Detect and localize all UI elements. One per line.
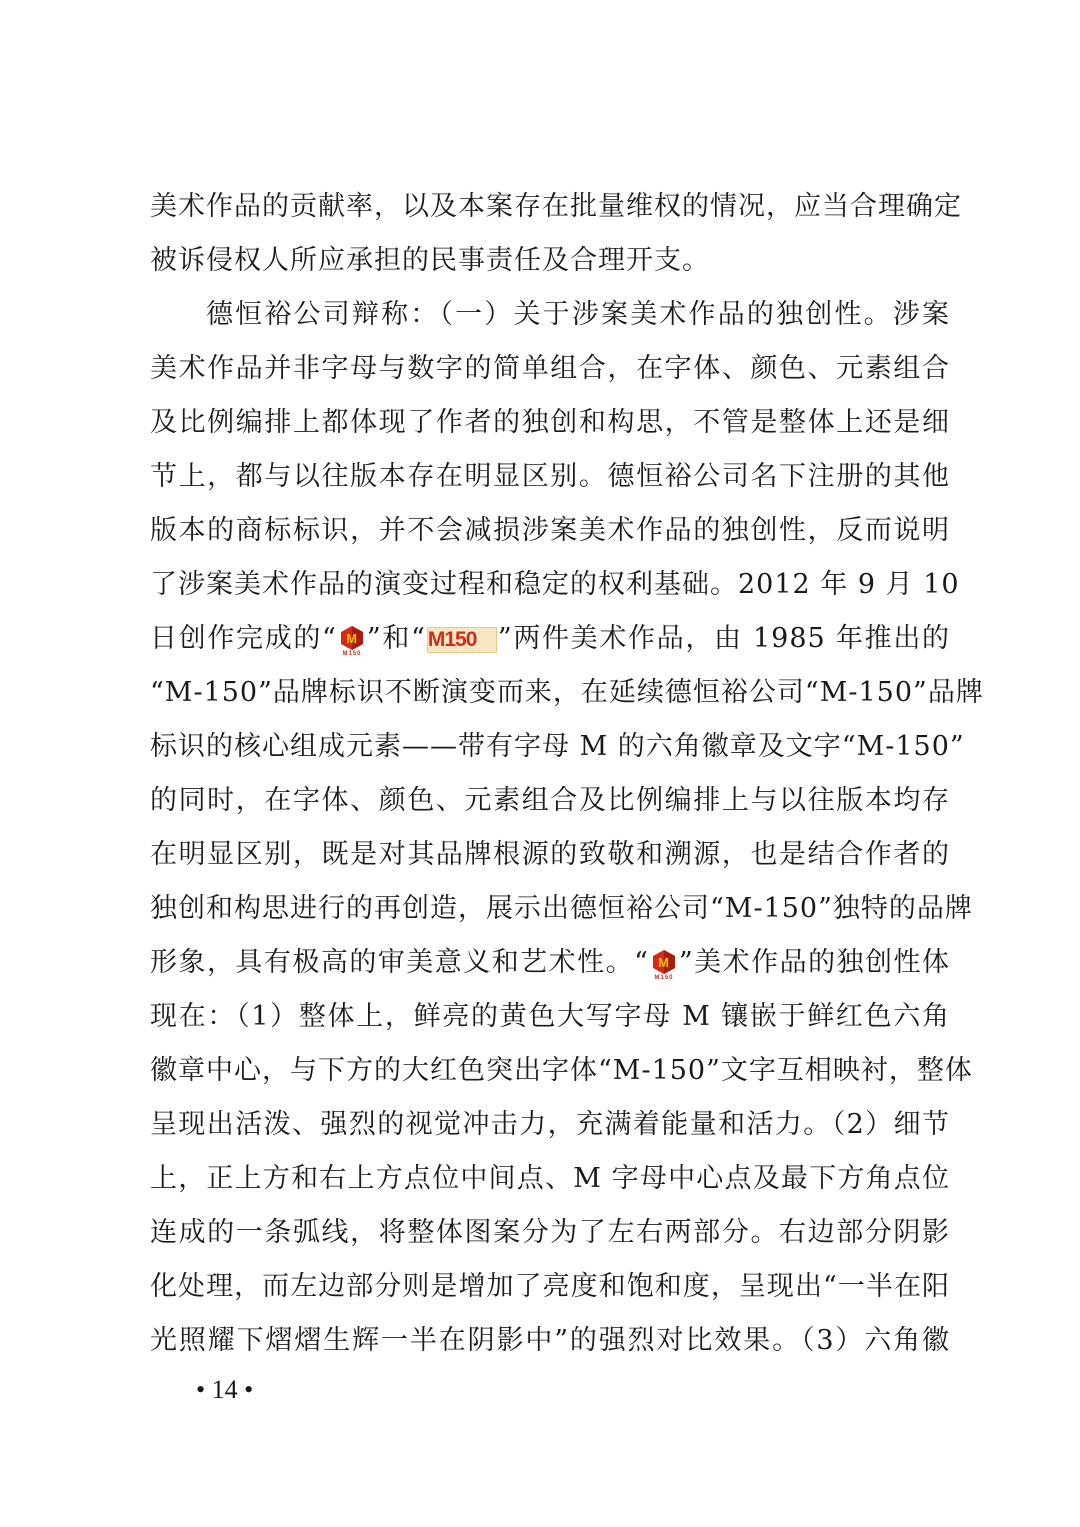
line9-text-c: ”两件美术作品，由 1985 年推出的 xyxy=(497,623,951,654)
page-number: • 14 • xyxy=(196,1375,254,1404)
badge-letter-2: M xyxy=(657,954,670,970)
badge-caption: M150 xyxy=(342,650,362,655)
text-line-11: 标识的核心组成元素——带有字母 M 的六角徽章及文字“M-150” xyxy=(150,731,965,762)
text-line-16: 现在：（1）整体上，鲜亮的黄色大写字母 M 镶嵌于鲜红色六角 xyxy=(150,1001,950,1032)
text-line-14: 独创和构思进行的再创造，展示出德恒裕公司“M-150”独特的品牌 xyxy=(150,893,973,924)
text-line-17: 徽章中心，与下方的大红色突出字体“M-150”文字互相映衬，整体 xyxy=(150,1055,973,1086)
m150-badge-logo xyxy=(338,625,366,655)
text-line-13: 在明显区别，既是对其品牌根源的致敬和溯源，也是结合作者的 xyxy=(150,839,950,870)
badge-letter: M xyxy=(345,630,358,646)
text-line-19: 上，正上方和右上方点位中间点、M 字母中心点及最下方角点位 xyxy=(150,1163,950,1194)
text-line-12: 的同时，在字体、颜色、元素组合及比例编排上与以往版本均存 xyxy=(150,785,950,816)
line15-text-a: 形象，具有极高的审美意义和艺术性。“ xyxy=(150,947,649,978)
text-line-18: 呈现出活泼、强烈的视觉冲击力，充满着能量和活力。（2）细节 xyxy=(150,1109,950,1140)
text-line-20: 连成的一条弧线，将整体图案分为了左右两部分。右边部分阴影 xyxy=(150,1217,950,1248)
text-line-7: 版本的商标标识，并不会减损涉案美术作品的独创性，反而说明 xyxy=(150,515,950,546)
m150-badge-logo-inline xyxy=(650,949,678,979)
line15-text-b: ”美术作品的独创性体 xyxy=(678,947,950,978)
text-line-21: 化处理，而左边部分则是增加了亮度和饱和度，呈现出“一半在阳 xyxy=(150,1271,950,1302)
badge-caption-2: M150 xyxy=(654,974,674,979)
text-line-15 xyxy=(150,943,950,983)
text-line-4: 美术作品并非字母与数字的简单组合，在字体、颜色、元素组合 xyxy=(150,353,950,384)
text-line-1: 美术作品的贡献率，以及本案存在批量维权的情况，应当合理确定 xyxy=(150,191,962,222)
m150-wordmark-logo xyxy=(427,627,497,653)
text-line-2: 被诉侵权人所应承担的民事责任及合理开支。 xyxy=(150,245,710,276)
text-line-8: 了涉案美术作品的演变过程和稳定的权利基础。2012 年 9 月 10 xyxy=(150,569,960,600)
line9-text-a: 日创作完成的“ xyxy=(150,623,337,654)
text-line-22: 光照耀下熠熠生辉一半在阴影中”的强烈对比效果。（3）六角徽 xyxy=(150,1325,950,1356)
text-line-5: 及比例编排上都体现了作者的独创和构思，不管是整体上还是细 xyxy=(150,407,950,438)
text-line-9 xyxy=(150,619,950,659)
wordmark-text: M150 xyxy=(427,627,477,651)
line9-text-b: ”和“ xyxy=(366,623,426,654)
text-line-10: “M-150”品牌标识不断演变而来，在延续德恒裕公司“M-150”品牌 xyxy=(150,677,984,708)
text-line-6: 节上，都与以往版本存在明显区别。德恒裕公司名下注册的其他 xyxy=(150,461,950,492)
text-line-3: 德恒裕公司辩称：（一）关于涉案美术作品的独创性。涉案 xyxy=(206,299,950,330)
